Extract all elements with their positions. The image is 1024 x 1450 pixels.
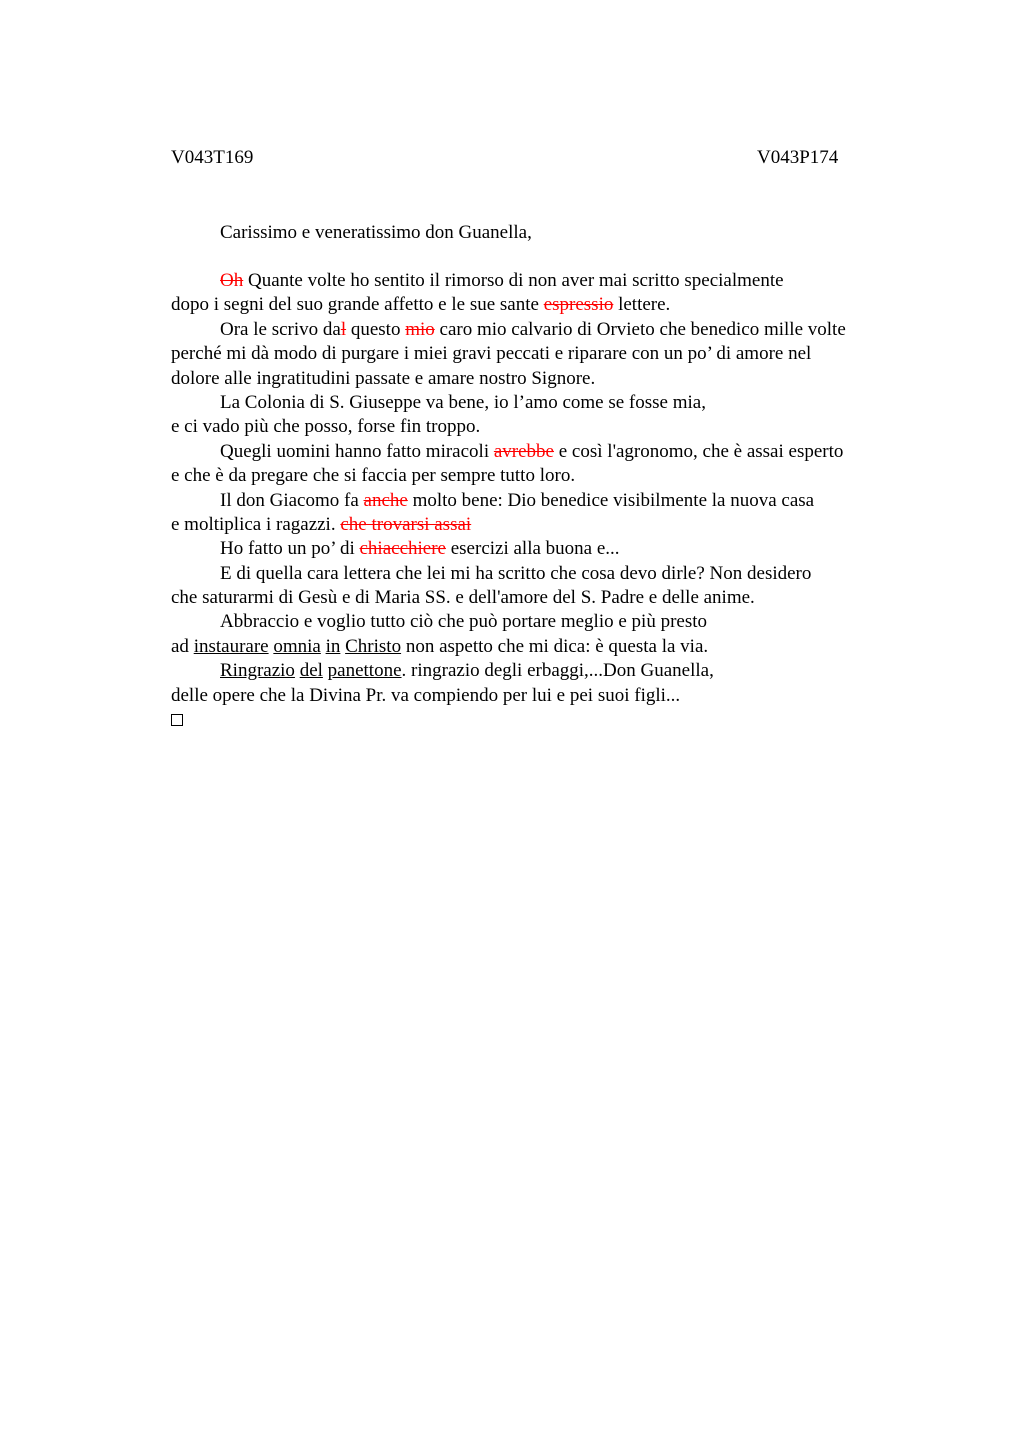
text-segment: che saturarmi di Gesù e di Maria SS. e dell'amore del S. Padre e delle anime. — [171, 587, 755, 609]
text-segment: molto bene: Dio benedice visibilmente la nuova casa — [407, 489, 815, 511]
text-line-7 — [171, 415, 931, 439]
text-segment: dopo i segni del suo grande affetto e le sue sante — [171, 294, 544, 316]
text-segment: ad — [171, 635, 194, 657]
text-segment: e moltiplica i ragazzi. — [171, 513, 341, 535]
text-segment: caro mio calvario di Orvieto che benedico mille volte — [434, 318, 846, 340]
document-code-left: V043T169 — [171, 147, 254, 168]
underlined-text: in — [325, 635, 341, 657]
text-line-8 — [171, 440, 931, 464]
text-segment: dolore alle ingratitudini passate e amare nostro Signore. — [171, 367, 596, 389]
text-segment: Quante volte ho sentito il rimorso di non aver mai scritto specialmente — [243, 270, 784, 291]
text-segment: Ora le scrivo da — [220, 318, 341, 340]
text-line-1 — [171, 269, 931, 293]
text-segment: . ringrazio degli erbaggi,...Don Guanella, — [401, 660, 714, 682]
deleted-text: l — [340, 318, 347, 340]
text-segment: e che è da pregare che si faccia per sempre tutto loro. — [171, 465, 576, 487]
text-segment: E di quella cara lettera che lei mi ha scritto che cosa devo dirle? Non desidero — [220, 562, 812, 584]
text-segment: La Colonia di S. Giuseppe va bene, io l’amo come se fosse mia, — [220, 391, 706, 413]
text-line-4 — [171, 342, 931, 366]
letter-body — [171, 269, 931, 732]
text-line-10 — [171, 489, 931, 513]
text-line-3 — [171, 318, 931, 342]
text-segment: delle opere che la Divina Pr. va compiendo per lui e pei suoi figli... — [171, 684, 681, 706]
text-segment: lettere. — [613, 294, 671, 316]
deleted-text: che trovarsi assai — [340, 513, 472, 535]
text-segment: non aspetto che mi dica: è questa la via. — [401, 635, 709, 657]
text-segment: questo — [346, 318, 406, 340]
text-segment: esercizi alla buona e... — [445, 538, 620, 560]
deleted-text: avrebbe — [493, 440, 554, 462]
text-line-14 — [171, 586, 931, 610]
text-segment: Abbraccio e voglio tutto ciò che può portare meglio e più presto — [220, 611, 707, 633]
empty-square-icon — [171, 714, 183, 726]
text-line-15 — [171, 610, 931, 634]
text-segment: e ci vado più che posso, forse fin troppo. — [171, 416, 481, 438]
text-segment: Ho fatto un po’ di — [220, 538, 360, 560]
underlined-text: instaurare — [193, 635, 269, 657]
text-line-6 — [171, 391, 931, 415]
text-line-11 — [171, 513, 931, 537]
deleted-text: anche — [363, 489, 408, 511]
underlined-text: omnia — [273, 635, 321, 657]
text-line-12 — [171, 537, 931, 561]
deleted-text: mio — [405, 318, 435, 340]
text-line-17 — [171, 659, 931, 683]
underlined-text: panettone — [327, 660, 402, 682]
text-line-16 — [171, 635, 931, 659]
deleted-text: chiacchiere — [359, 538, 446, 560]
text-segment: Quegli uomini hanno fatto miracoli — [220, 440, 494, 462]
underlined-text: Ringrazio — [220, 660, 295, 682]
underlined-text: Christo — [345, 635, 402, 657]
text-segment: perché mi dà modo di purgare i miei gravi peccati e riparare con un po’ di amore nel — [171, 343, 812, 365]
text-line-18 — [171, 684, 931, 708]
text-line-2 — [171, 293, 931, 317]
text-line-13 — [171, 562, 931, 586]
text-line-9 — [171, 464, 931, 488]
end-marker-line — [171, 708, 931, 732]
text-segment: e così l'agronomo, che è assai esperto — [554, 440, 844, 462]
underlined-text: del — [299, 660, 323, 682]
deleted-text: espressio — [543, 294, 614, 316]
text-line-5 — [171, 367, 931, 391]
document-code-right: V043P174 — [757, 147, 839, 168]
deleted-text: Oh — [220, 270, 244, 291]
salutation: Carissimo e veneratissimo don Guanella, — [220, 222, 532, 243]
text-segment: Il don Giacomo fa — [220, 489, 364, 511]
